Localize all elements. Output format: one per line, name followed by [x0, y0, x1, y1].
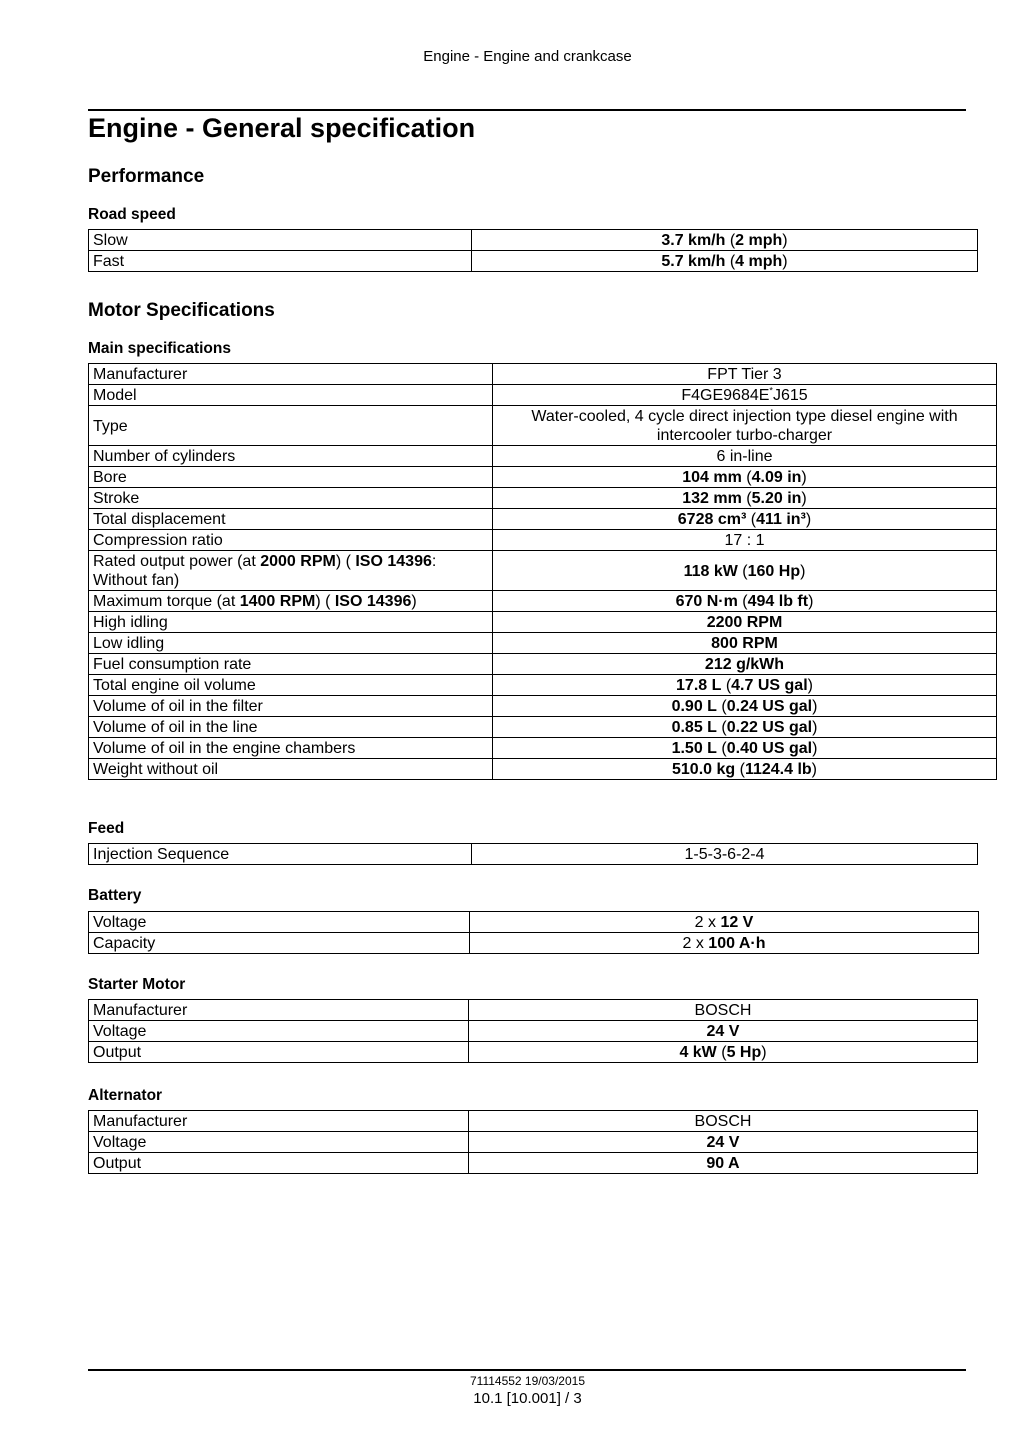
header-rule: [88, 109, 966, 111]
spec-label: [89, 633, 493, 654]
table-row: [89, 509, 997, 530]
value-run: F4GE9684E: [681, 387, 770, 404]
value-run: : Without fan): [93, 553, 437, 589]
table-row: [89, 1042, 978, 1063]
value-run: (: [716, 740, 727, 757]
value-bold-run: 1400 RPM: [239, 593, 316, 610]
spec-label: Voltage: [89, 1132, 469, 1153]
value-bold-run: 12 V: [720, 914, 754, 931]
value-run: (: [725, 232, 736, 249]
value-run: Fuel consumption rate: [93, 656, 252, 673]
spec-value: [493, 675, 997, 696]
table-row: [89, 1111, 978, 1132]
table-row: [89, 654, 997, 675]
table-title-battery: Battery: [88, 887, 142, 904]
table-row: [89, 406, 997, 446]
main-specifications-table: [88, 363, 997, 780]
table-row: [89, 696, 997, 717]
value-run: ): [800, 562, 806, 580]
value-bold-run: 411 in³: [756, 511, 806, 528]
spec-value: [493, 385, 997, 406]
table-title-main-specifications: Main specifications: [88, 340, 231, 357]
value-bold-run: 4.09 in: [751, 469, 802, 486]
spec-label: [89, 406, 493, 446]
value-run: FPT Tier 3: [707, 366, 782, 383]
spec-value: [469, 1042, 978, 1063]
table-title-alternator: Alternator: [88, 1087, 163, 1104]
spec-label: [89, 364, 493, 385]
footer-rule: [88, 1369, 966, 1371]
value-bold-run: 2 mph: [735, 232, 783, 249]
spec-value: [469, 1000, 978, 1021]
table-row: [89, 612, 997, 633]
table-row: [89, 633, 997, 654]
spec-value: [493, 364, 997, 385]
value-run: 1-5-3-6-2-4: [684, 846, 765, 863]
table-row: [89, 844, 978, 865]
value-run: Weight without oil: [93, 761, 219, 778]
table-row: [89, 364, 997, 385]
value-run: ): [801, 490, 807, 507]
spec-label: [89, 717, 493, 738]
value-bold-run: 494 lb ft: [747, 593, 809, 610]
value-run: ) (: [335, 553, 356, 570]
value-run: Stroke: [93, 490, 140, 507]
spec-label: Output: [89, 1042, 469, 1063]
value-bold-run: 3.7 km/h: [661, 232, 726, 249]
value-run: Number of cylinders: [93, 448, 236, 465]
spec-label: [89, 446, 493, 467]
value-run: Model: [93, 387, 137, 404]
value-run: ): [812, 740, 818, 757]
table-row: [89, 738, 997, 759]
value-run: ): [808, 593, 814, 610]
value-bold-run: 0.90 L: [671, 698, 717, 715]
spec-label: Injection Sequence: [89, 844, 472, 865]
table-row: [89, 530, 997, 551]
spec-label: [89, 509, 493, 530]
spec-label: [89, 591, 493, 612]
spec-label: Capacity: [89, 933, 470, 954]
value-run: Rated output power (at: [93, 553, 261, 570]
value-run: Total engine oil volume: [93, 677, 256, 694]
table-row: [89, 912, 979, 933]
spec-label: Voltage: [89, 912, 470, 933]
value-run: BOSCH: [694, 1002, 752, 1019]
spec-value: [493, 696, 997, 717]
value-run: ) (: [315, 593, 335, 610]
value-run: High idling: [93, 614, 168, 631]
spec-value: [470, 912, 979, 933]
spec-value: [493, 446, 997, 467]
value-run: Low idling: [93, 635, 165, 652]
value-run: 6 in-line: [716, 448, 773, 465]
spec-label: Slow: [89, 230, 472, 251]
value-run: (: [746, 511, 757, 528]
table-row: [89, 230, 978, 251]
spec-value: [472, 251, 978, 272]
value-bold-run: 510.0 kg: [672, 761, 736, 778]
table-row: [89, 467, 997, 488]
spec-value: [493, 509, 997, 530]
spec-value: [493, 488, 997, 509]
table-row: [89, 1021, 978, 1042]
table-row: [89, 446, 997, 467]
table-row: [89, 488, 997, 509]
spec-label: [89, 738, 493, 759]
page-reference: 10.1 [10.001] / 3: [473, 1390, 582, 1407]
value-bold-run: 4 kW: [679, 1044, 717, 1061]
value-run: (: [721, 677, 732, 694]
value-run: (: [725, 253, 736, 270]
value-run: Maximum torque (at: [93, 593, 240, 610]
value-run: BOSCH: [694, 1113, 752, 1130]
value-bold-run: 0.24 US gal: [726, 698, 813, 715]
value-run: ): [807, 677, 813, 694]
value-run: Volume of oil in the line: [93, 719, 258, 736]
feed-table: [88, 843, 978, 865]
value-run: (: [716, 698, 727, 715]
value-run: Volume of oil in the filter: [93, 698, 263, 715]
value-run: (: [716, 1044, 727, 1061]
spec-value: [469, 1021, 978, 1042]
value-run: 17 : 1: [724, 532, 765, 549]
value-run: (: [737, 593, 748, 610]
value-bold-run: 5 Hp: [726, 1044, 762, 1061]
spec-label: [89, 385, 493, 406]
superscript-mark: *: [769, 385, 773, 396]
table-row: [89, 251, 978, 272]
spec-label: [89, 696, 493, 717]
value-bold-run: 17.8 L: [676, 677, 722, 694]
value-run: (: [735, 761, 745, 778]
value-run: ): [782, 232, 788, 249]
value-run: ): [801, 469, 807, 486]
spec-label: Voltage: [89, 1021, 469, 1042]
starter-motor-table: [88, 999, 978, 1063]
table-row: [89, 1153, 978, 1174]
spec-value: [493, 406, 997, 446]
spec-label: Manufacturer: [89, 1000, 469, 1021]
spec-label: [89, 612, 493, 633]
spec-value: [493, 759, 997, 780]
spec-label: Fast: [89, 251, 472, 272]
spec-label: Manufacturer: [89, 1111, 469, 1132]
value-run: Water-cooled, 4 cycle direct injection type diesel engine with intercooler turbo-charger: [531, 408, 958, 444]
value-run: (: [741, 490, 752, 507]
value-bold-run: 5.20 in: [751, 490, 802, 507]
value-bold-run: 118 kW: [683, 562, 738, 580]
value-run: ): [782, 253, 788, 270]
value-bold-run: 1124.4 lb: [744, 761, 812, 778]
spec-label: [89, 488, 493, 509]
value-bold-run: 4 mph: [735, 253, 783, 270]
spec-value: [469, 1111, 978, 1132]
value-bold-run: 2000 RPM: [260, 553, 336, 570]
battery-table: [88, 911, 979, 954]
table-row: [89, 551, 997, 591]
spec-value: [493, 467, 997, 488]
spec-value: [472, 844, 978, 865]
table-title-road-speed: Road speed: [88, 206, 176, 223]
value-run: (: [716, 719, 727, 736]
spec-value: [469, 1132, 978, 1153]
table-row: [89, 675, 997, 696]
document-code: 71114552 19/03/2015: [469, 1374, 585, 1388]
value-bold-run: ISO 14396: [334, 593, 412, 610]
spec-label: [89, 467, 493, 488]
value-bold-run: 0.22 US gal: [726, 719, 813, 736]
table-row: [89, 759, 997, 780]
value-run: ): [805, 511, 812, 528]
spec-value: [493, 591, 997, 612]
spec-value: [472, 230, 978, 251]
spec-value: [493, 551, 997, 591]
spec-label: [89, 551, 493, 591]
value-bold-run: 2200 RPM: [706, 614, 783, 631]
page-title: Engine - General specification: [88, 113, 476, 143]
table-row: [89, 1000, 978, 1021]
spec-label: Output: [89, 1153, 469, 1174]
alternator-table: [88, 1110, 978, 1174]
value-bold-run: 104 mm: [682, 469, 742, 486]
value-bold-run: 160 Hp: [747, 562, 801, 580]
value-bold-run: 24 V: [706, 1023, 740, 1040]
spec-value: [493, 717, 997, 738]
value-bold-run: 670 N·m: [675, 593, 738, 610]
value-bold-run: 6728 cm³: [677, 511, 747, 528]
road-speed-table: [88, 229, 978, 272]
table-row: [89, 717, 997, 738]
value-run: Type: [93, 417, 128, 435]
value-run: Total displacement: [93, 511, 226, 528]
spec-value: [493, 633, 997, 654]
spec-label: [89, 675, 493, 696]
value-bold-run: 0.40 US gal: [726, 740, 813, 757]
value-run: ): [812, 698, 818, 715]
value-run: 2 x: [682, 935, 709, 952]
spec-value: [493, 738, 997, 759]
value-run: Bore: [93, 469, 127, 486]
section-heading-motor: Motor Specifications: [88, 300, 275, 321]
table-row: [89, 591, 997, 612]
table-row: [89, 385, 997, 406]
value-run: Manufacturer: [93, 366, 188, 383]
value-bold-run: 800 RPM: [711, 635, 778, 652]
value-bold-run: 1.50 L: [671, 740, 717, 757]
value-run: ): [411, 593, 417, 610]
table-title-starter-motor: Starter Motor: [88, 976, 186, 993]
value-run: ): [811, 761, 817, 778]
spec-label: [89, 530, 493, 551]
spec-label: [89, 654, 493, 675]
section-heading-performance: Performance: [88, 166, 205, 187]
running-header: Engine - Engine and crankcase: [423, 48, 632, 65]
value-run: ): [812, 719, 818, 736]
value-bold-run: 24 V: [706, 1134, 740, 1151]
table-row: [89, 933, 979, 954]
value-bold-run: 0.85 L: [671, 719, 717, 736]
value-run: 2 x: [694, 914, 721, 931]
value-run: J615: [772, 387, 808, 404]
value-bold-run: 132 mm: [682, 490, 742, 507]
value-bold-run: 90 A: [706, 1155, 740, 1172]
value-bold-run: 5.7 km/h: [661, 253, 726, 270]
value-bold-run: 212 g/kWh: [704, 656, 785, 673]
value-run: (: [737, 562, 748, 580]
spec-value: [493, 530, 997, 551]
value-run: ): [761, 1044, 767, 1061]
value-run: Compression ratio: [93, 532, 223, 549]
spec-label: [89, 759, 493, 780]
spec-value: [493, 654, 997, 675]
table-title-feed: Feed: [88, 820, 125, 837]
value-run: (: [741, 469, 752, 486]
spec-value: [470, 933, 979, 954]
spec-value: [493, 612, 997, 633]
spec-value: [469, 1153, 978, 1174]
value-bold-run: 100 A·h: [708, 935, 766, 952]
value-bold-run: ISO 14396: [355, 553, 432, 570]
value-bold-run: 4.7 US gal: [731, 677, 808, 694]
table-row: [89, 1132, 978, 1153]
value-run: Volume of oil in the engine chambers: [93, 740, 356, 757]
